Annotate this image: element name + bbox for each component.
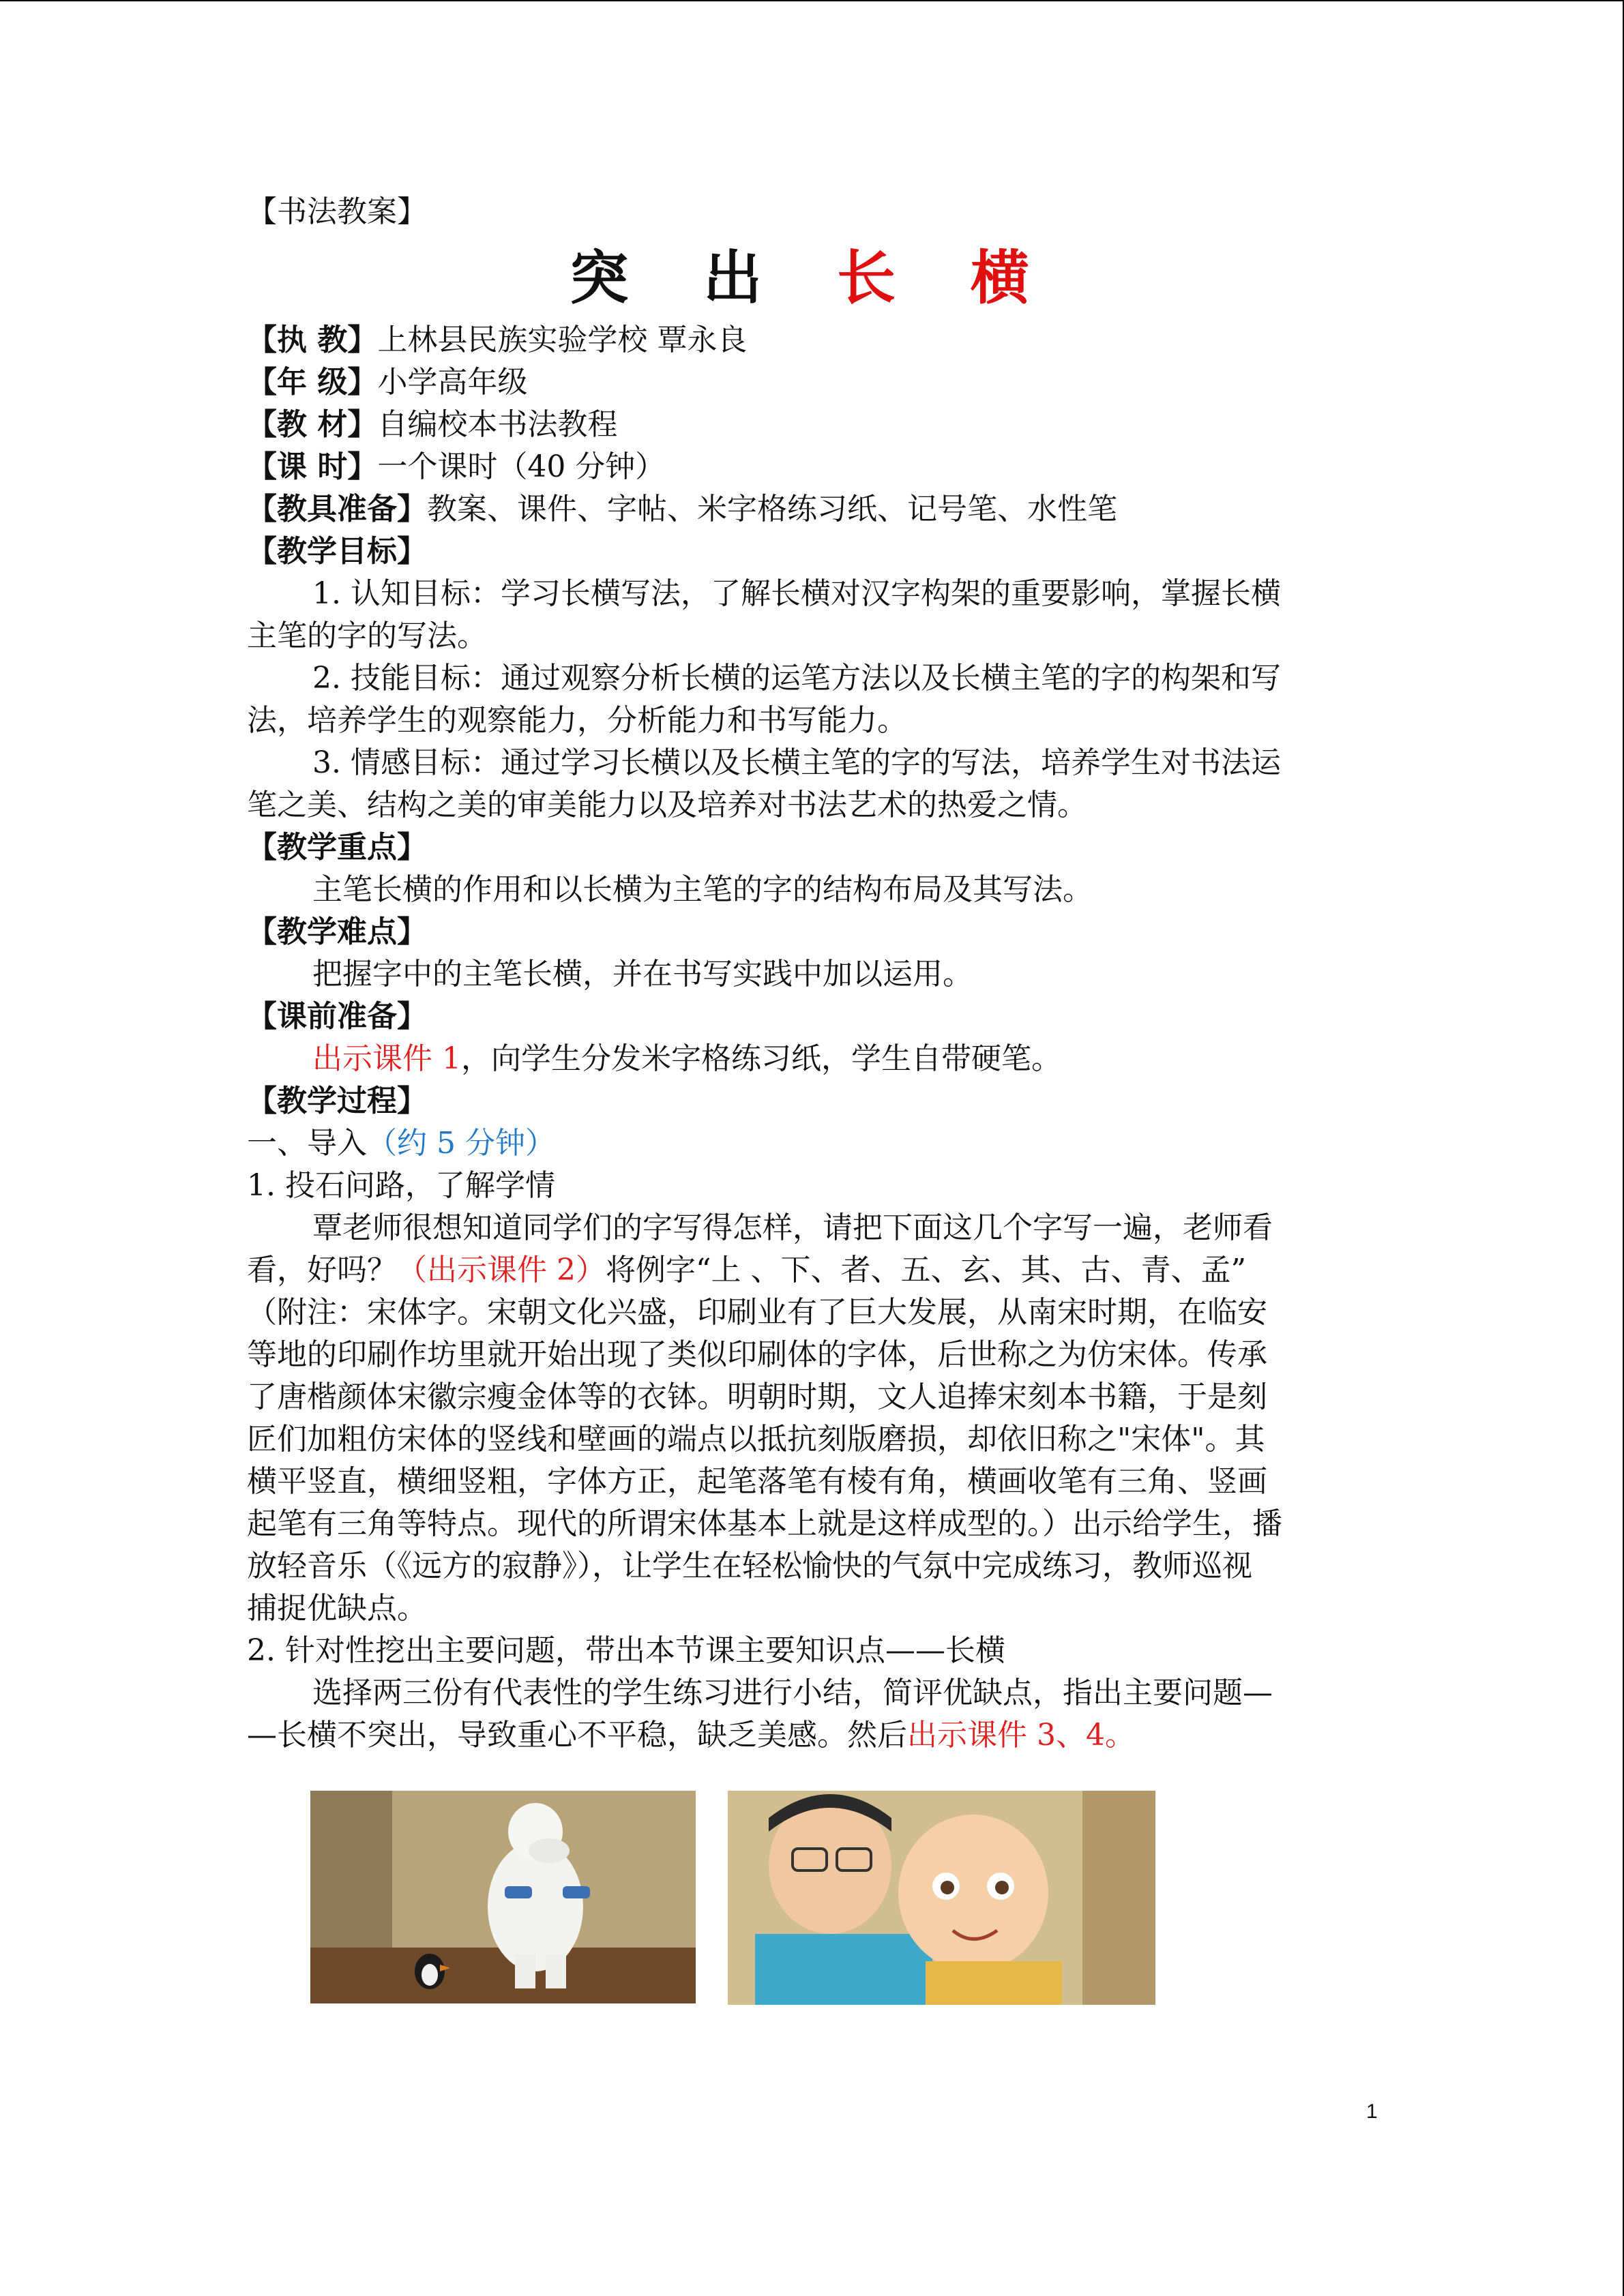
step-1-line: 覃老师很想知道同学们的字写得怎样，请把下面这几个字写一遍，老师看 [312,1210,1273,1245]
meta-value: 教案、课件、字帖、米字格练习纸、记号笔、水性笔 [427,492,1117,526]
step-1-line: 等地的印刷作坊里就开始出现了类似印刷体的字体，后世称之为仿宋体。传承 [247,1337,1267,1372]
difficulty-text: 把握字中的主笔长横，并在书写实践中加以运用。 [312,957,973,992]
step-2-text: —长横不突出，导致重心不平稳，缺乏美感。然后 [247,1718,907,1753]
prep-rest: ，向学生分发米字格练习纸，学生自带硬笔。 [460,1041,1061,1076]
meta-label: 【教 材】 [247,407,378,442]
meta-materials [247,488,1379,531]
meta-value: 一个课时（40 分钟） [377,449,666,484]
focus-heading: 【教学重点】 [247,830,427,865]
courseware-ref: 出示课件 1 [312,1041,461,1076]
goal-1-line1: 1. 认知目标：学习长横写法，了解长横对汉字构架的重要影响，掌握长横 [312,576,1281,611]
cartoon-bear-image [310,1791,696,2003]
page-number: 1 [1366,2100,1378,2123]
difficulty-heading: 【教学难点】 [247,914,427,949]
goal-2-line2: 法，培养学生的观察能力，分析能力和书写能力。 [247,703,907,738]
cartoon-father-son-image [728,1791,1155,2005]
meta-value: 小学高年级 [377,365,528,400]
step-1-line: 匠们加粗仿宋体的竖线和壁画的端点以抵抗刻版磨损，却依旧称之"宋体"。其 [247,1422,1265,1457]
document-body [247,191,1379,1757]
meta-grade [247,361,1379,404]
step-1-line: 起笔有三角等特点。现代的所谓宋体基本上就是这样成型的。）出示给学生，播 [247,1506,1282,1541]
goal-2-line1: 2. 技能目标：通过观察分析长横的运笔方法以及长横主笔的字的构架和写 [312,661,1281,696]
step-2-line [247,1714,1379,1757]
section-1-title [247,1122,1379,1165]
header-tag: 【书法教案】 [247,194,427,229]
meta-label: 【教具准备】 [247,492,427,526]
meta-duration [247,446,1379,488]
section-label: 一、导入 [247,1126,367,1161]
step-1-text: 将例字“上 、下、者、五、玄、其、古、青、孟” [605,1253,1246,1287]
step-1-line [247,1249,1379,1292]
meta-value: 自编校本书法教程 [377,407,618,442]
section-time: （约 5 分钟） [367,1126,555,1161]
process-heading: 【教学过程】 [247,1084,427,1118]
title-part1: 突 出 [570,243,837,312]
focus-text: 主笔长横的作用和以长横为主笔的字的结构布局及其写法。 [312,872,1093,907]
page-top-border [0,0,1623,1]
prep-text [247,1038,1379,1080]
meta-label: 【执 教】 [247,323,378,357]
step-2-line: 选择两三份有代表性的学生练习进行小结，简评优缺点，指出主要问题— [312,1675,1273,1710]
step-1-line: 横平竖直，横细竖粗，字体方正，起笔落笔有棱有角，横画收笔有三角、竖画 [247,1464,1267,1499]
step-2-title: 2. 针对性挖出主要问题，带出本节课主要知识点——长横 [247,1633,1005,1668]
meta-value: 上林县民族实验学校 覃永良 [377,323,748,357]
courseware-ref: （出示课件 2） [397,1253,606,1287]
goal-3-line2: 笔之美、结构之美的审美能力以及培养对书法艺术的热爱之情。 [247,788,1087,822]
meta-textbook [247,404,1379,446]
step-1-line: 捕捉优缺点。 [247,1591,427,1626]
step-1-line: 了唐楷颜体宋徽宗瘦金体等的衣钵。明朝时期，文人追捧宋刻本书籍，于是刻 [247,1380,1267,1414]
goal-1-line2: 主笔的字的写法。 [247,618,487,653]
page-title [247,237,1379,319]
meta-label: 【年 级】 [247,365,378,400]
step-1-text: 看，好吗？ [247,1253,397,1287]
step-1-title: 1. 投石问路，了解学情 [247,1168,555,1203]
meta-label: 【课 时】 [247,449,378,484]
courseware-ref: 出示课件 3、4。 [907,1718,1135,1753]
meta-teacher [247,319,1379,361]
goals-heading: 【教学目标】 [247,534,427,569]
goal-3-line1: 3. 情感目标：通过学习长横以及长横主笔的字的写法，培养学生对书法运 [312,745,1281,780]
step-1-line: 放轻音乐（《远方的寂静》），让学生在轻松愉快的气氛中完成练习，教师巡视 [247,1549,1252,1583]
title-part2: 长 横 [836,243,1057,312]
step-1-line: （附注：宋体字。宋朝文化兴盛，印刷业有了巨大发展，从南宋时期，在临安 [247,1295,1267,1330]
prep-heading: 【课前准备】 [247,999,427,1034]
